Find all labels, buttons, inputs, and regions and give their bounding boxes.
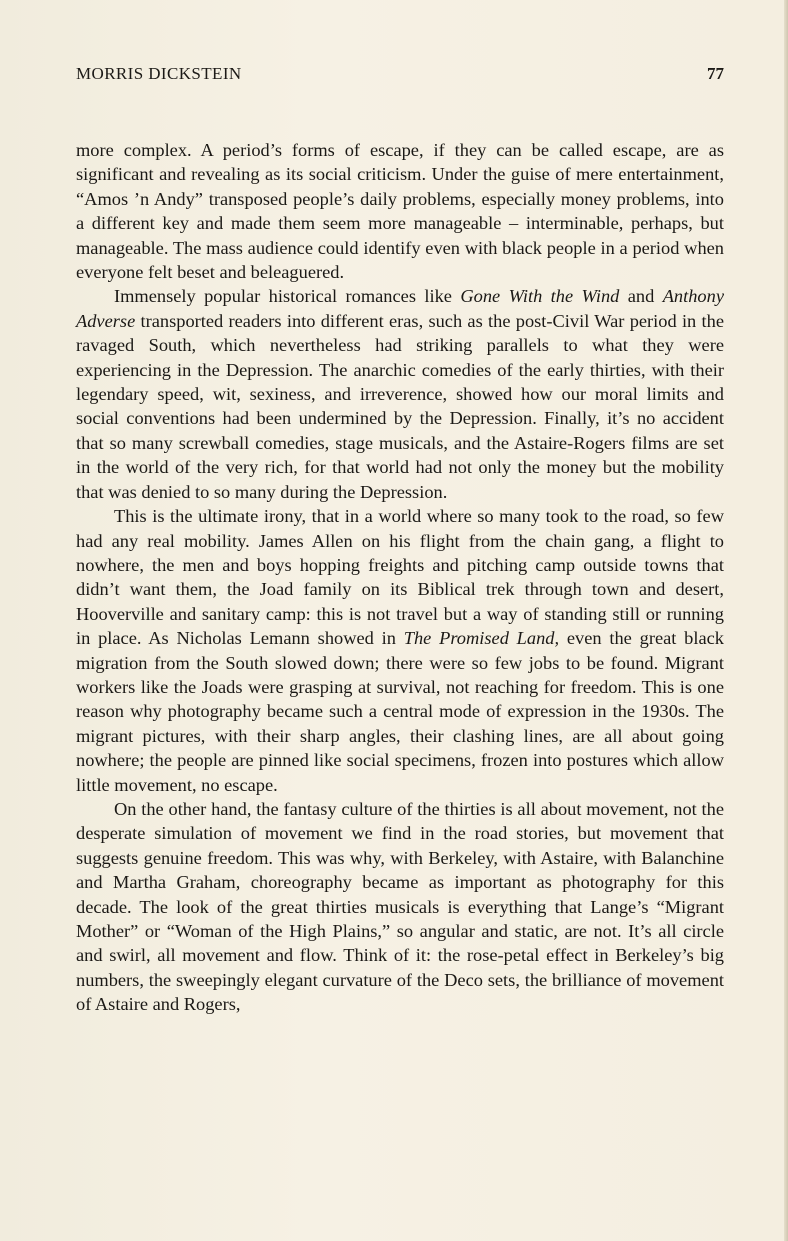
page-number: 77 [707,64,724,83]
book-title-the-promised-land: The Promised Land, [403,628,560,649]
paragraph-2-text: transported readers into different eras, such as the post-Civil War period in the ravaged South, which nevertheless had striking parallels to what they were experiencing in the Depression. The anarchic comedies of the early thirties, with their legendary speed, wit, sexiness, and irreverence, showed how our moral limits and social conventions had been undermined by the Depression. Finally, it’s no accident that so many screwball comedies, stage musicals, and the Astaire-Rogers films are set in the world of the very rich, for that world had not only the money but the mobility that was denied to so many during the Depression. [76,310,724,502]
paragraph-2 [76,284,724,504]
book-title-anthony-adverse: Anthony Adverse [76,286,724,331]
paragraph-3-text: even the great black migration from the South slowed down; there were so few jobs to be found. Migrant workers like the Joads were grasping at survival, not reaching for freedom. This is one reason why photography became such a central mode of expression in the 1930s. The migrant pictures, with their sharp angles, their clashing lines, are all about going nowhere; the people are pinned like social specimens, frozen into postures which allow little movement, no escape. [76,628,724,795]
paragraph-1 [76,138,724,284]
paragraph-4 [76,797,724,1017]
paragraph-2-text: Immensely popular historical romances like [114,286,461,307]
paragraph-2-text: and [619,286,663,307]
paragraph-1-text: more complex. A period’s forms of escape, if they can be called escape, are as significant and revealing as its social criticism. Under the guise of mere entertainment, “Amos ’n Andy” transposed people’s daily problems, especially money problems, into a different key and made them seem more manageable – interminable, perhaps, but manageable. The mass audience could identify even with black people in a period when everyone felt beset and beleaguered. [76,140,724,283]
paragraph-4-text: On the other hand, the fantasy culture of the thirties is all about movement, not the desperate simulation of movement we find in the road stories, but movement that suggests genuine freedom. This was why, with Berkeley, with Astaire, with Balanchine and Martha Graham, choreography became as important as photography for this decade. The look of the great thirties musicals is everything that Lange’s “Migrant Mother” or “Woman of the High Plains,” so angular and static, are not. It’s all circle and swirl, all movement and flow. Think of it: the rose-petal effect in Berkeley’s big numbers, the sweepingly elegant curvature of the Deco sets, the brilliance of movement of Astaire and Rogers, [76,798,724,1015]
running-head [76,64,724,88]
page-edge [784,0,788,1241]
paragraph-3 [76,504,724,797]
body-text [76,138,724,1017]
running-head-author: MORRIS DICKSTEIN [76,64,242,83]
book-title-gone-with-the-wind: Gone With the Wind [460,286,620,307]
paragraph-3-text: This is the ultimate irony, that in a world where so many took to the road, so few had any real mobility. James Allen on his flight from the chain gang, a flight to nowhere, the men and boys hopping freights and pitching camp outside towns that didn’t want them, the Joad family on its Biblical trek through town and desert, Hooverville and sanitary camp: this is not travel but a way of standing still or running in place. As Nicholas Lemann showed in [76,506,724,649]
